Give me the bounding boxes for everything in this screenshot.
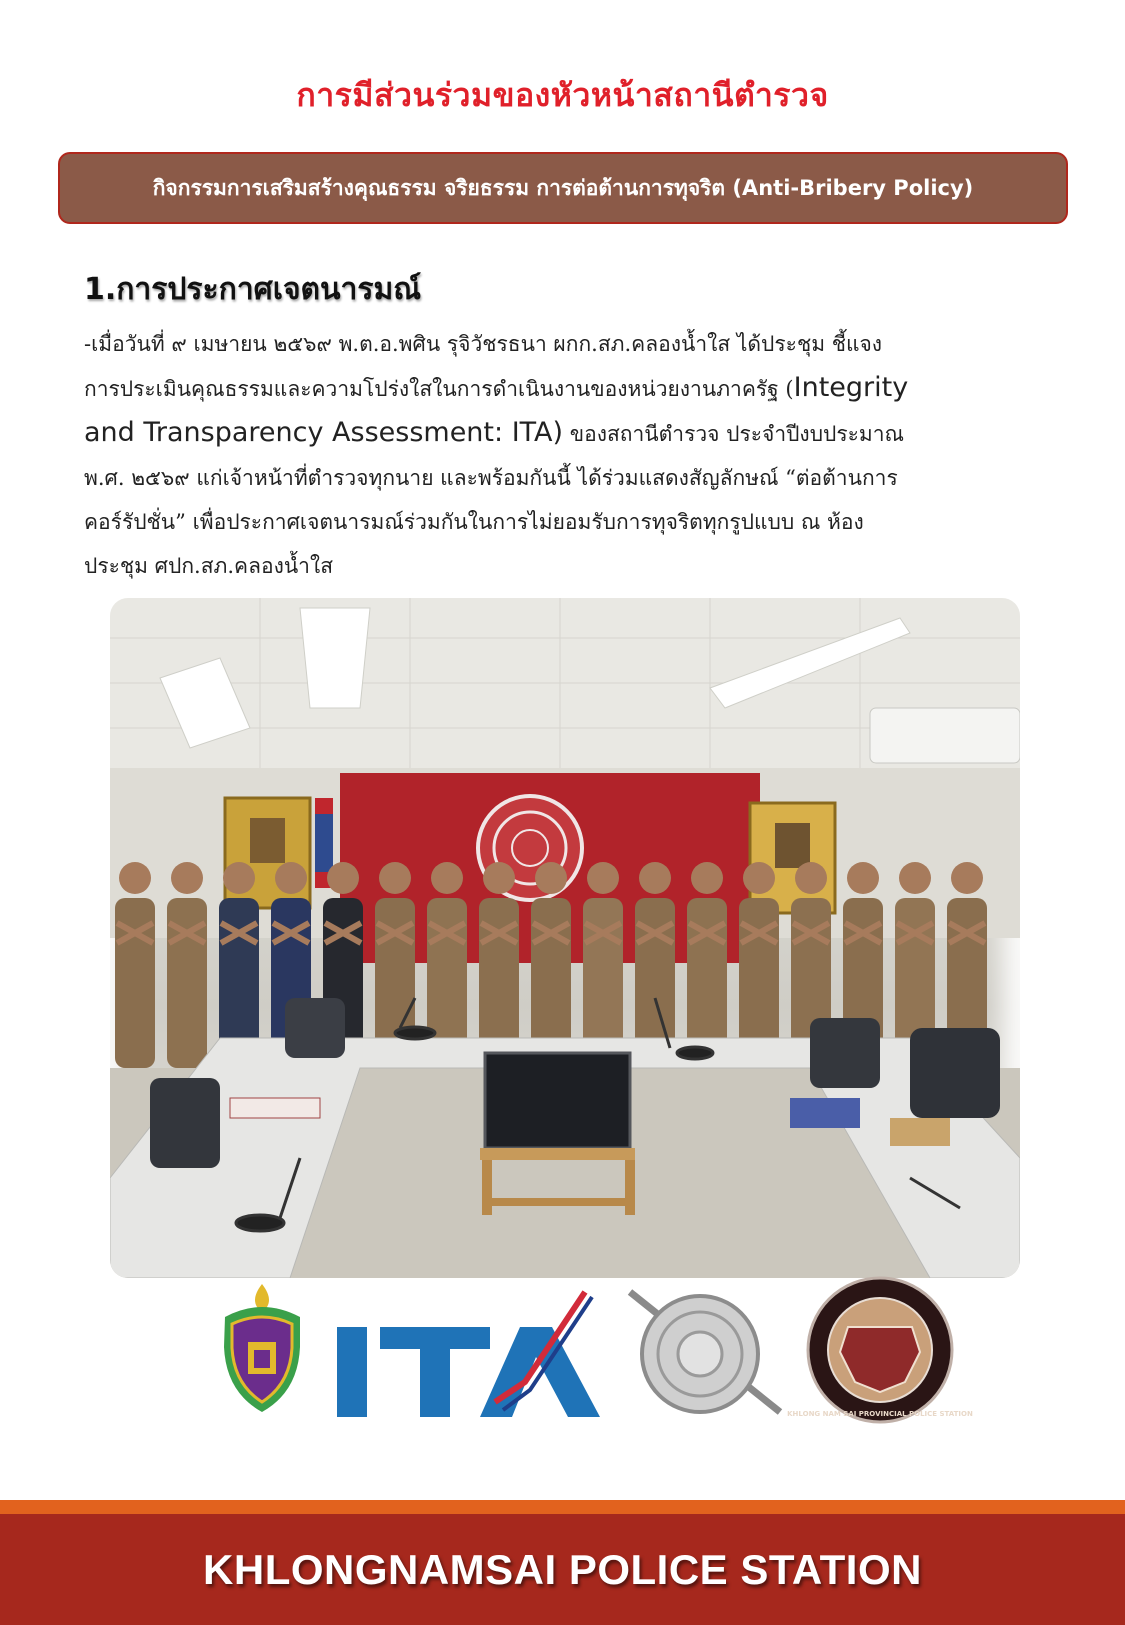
body-line-3-english: and Transparency Assessment: ITA) (84, 417, 564, 448)
station-badge (787, 1278, 973, 1422)
body-line-2 (84, 366, 1044, 411)
station-badge-text: KHLONG NAM SAI PROVINCIAL POLICE STATION (787, 1410, 973, 1418)
group-photo (110, 598, 1020, 1278)
activity-banner (58, 152, 1068, 224)
body-line-3 (84, 411, 1044, 456)
royal-thai-police-emblem (630, 1292, 780, 1412)
body-paragraph (84, 322, 1044, 588)
body-line-5: คอร์รัปชั่น” เพื่อประกาศเจตนารมณ์ร่วมกันในการไม่ยอมรับการทุจริตทุกรูปแบบ ณ ห้อง (84, 510, 864, 534)
ita-text: ITA (0, 1272, 2, 1273)
body-line-2-thai: การประเมินคุณธรรมและความโปร่งใสในการดำเนินงานของหน่วยงานภาครัฐ ( (84, 377, 794, 401)
footer-text: KHLONGNAMSAI POLICE STATION (203, 1545, 922, 1593)
body-line-3-thai: ของสถานีตำรวจ ประจำปีงบประมาณ (563, 422, 905, 446)
footer-bar (0, 1514, 1125, 1625)
body-line-1: -เมื่อวันที่ ๙ เมษายน ๒๕๖๙ พ.ต.อ.พศิน รุจิวัชรธนา ผกก.สภ.คลองน้ำใส ได้ประชุม ชี้แจง (84, 332, 883, 356)
banner-text: กิจกรรมการเสริมสร้างคุณธรรม จริยธรรม การต่อต้านการทุจริต (Anti-Bribery Policy) (152, 175, 974, 200)
footer-stripe (0, 1500, 1125, 1514)
page-title: การมีส่วนร่วมของหัวหน้าสถานีตำรวจ (296, 76, 829, 114)
section-heading: 1.การประกาศเจตนารมณ์ (84, 272, 422, 307)
body-line-6: ประชุม ศปก.สภ.คลองน้ำใส (84, 554, 334, 578)
body-line-4: พ.ศ. ๒๕๖๙ แก่เจ้าหน้าที่ตำรวจทุกนาย และพร้อมกันนี้ ได้ร่วมแสดงสัญลักษณ์ “ต่อต้านการ (84, 466, 898, 490)
nacc-emblem-logo (224, 1284, 300, 1412)
body-line-2-english: Integrity (793, 372, 909, 403)
logos-row (0, 1272, 1125, 1432)
